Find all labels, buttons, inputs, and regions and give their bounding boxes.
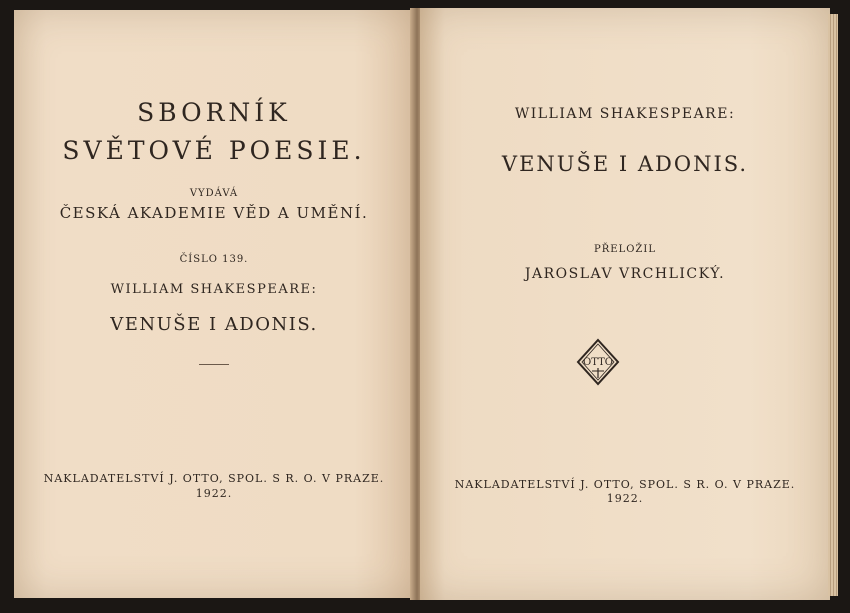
author-name: WILLIAM SHAKESPEARE: [514, 106, 736, 122]
right-page [420, 8, 830, 600]
volume-number: ČÍSLO 139. [179, 254, 249, 265]
series-title-line2: SVĚTOVÉ POESIE. [62, 136, 366, 165]
publisher-logo-icon [576, 338, 620, 386]
left-page [14, 10, 414, 598]
book-title: VENUŠE I ADONIS. [501, 152, 749, 176]
author-name: WILLIAM SHAKESPEARE: [110, 282, 318, 297]
divider-rule [199, 364, 229, 365]
publisher-label: VYDÁVÁ [189, 188, 239, 199]
translator-label: PŘELOŽIL [594, 244, 656, 255]
series-title-line1: SBORNÍK [137, 98, 291, 127]
academy-name: ČESKÁ AKADEMIE VĚD A UMĚNÍ. [59, 204, 369, 222]
publication-year: 1922. [606, 492, 644, 505]
imprint: NAKLADATELSTVÍ J. OTTO, SPOL. S R. O. V PRAZE. [43, 472, 385, 485]
imprint: NAKLADATELSTVÍ J. OTTO, SPOL. S R. O. V PRAZE. [454, 478, 796, 491]
publication-year: 1922. [195, 487, 233, 500]
book-title: VENUŠE I ADONIS. [110, 314, 318, 335]
page-edges [828, 14, 838, 596]
logo-text: OTTO [583, 357, 613, 368]
translator-name: JAROSLAV VRCHLICKÝ. [524, 266, 726, 282]
